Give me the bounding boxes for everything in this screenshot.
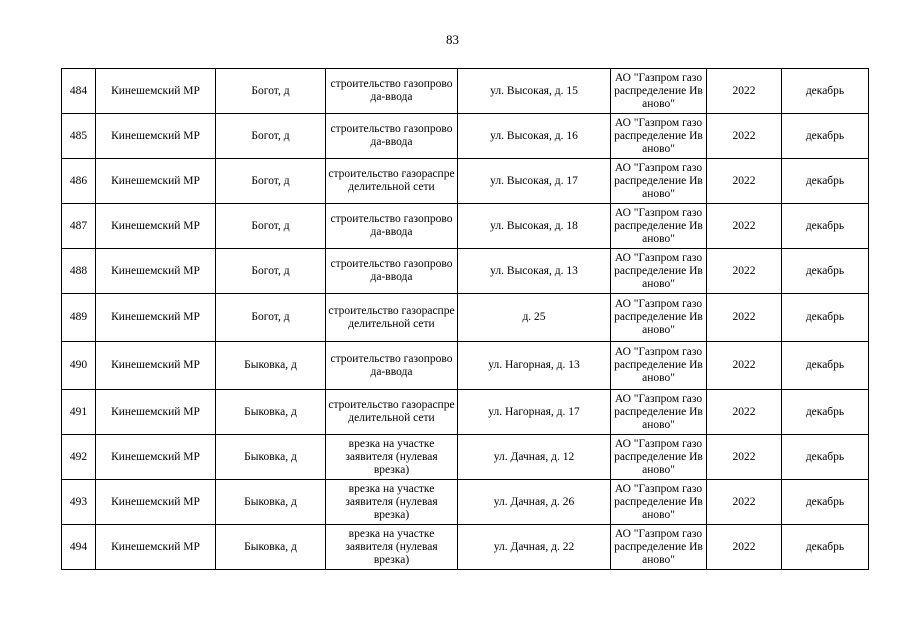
district-cell: Кинешемский МР <box>96 525 216 570</box>
page-number: 83 <box>446 32 459 47</box>
district-cell: Кинешемский МР <box>96 114 216 159</box>
month-cell: декабрь <box>782 204 869 249</box>
month-cell: декабрь <box>782 525 869 570</box>
address-cell: ул. Нагорная, д. 13 <box>458 342 611 390</box>
registry-table <box>61 68 869 570</box>
address-cell: ул. Высокая, д. 13 <box>458 249 611 294</box>
address-cell: д. 25 <box>458 294 611 342</box>
row-number: 490 <box>62 342 96 390</box>
work-type-cell: строительство газораспределительной сети <box>326 390 458 435</box>
table-row <box>62 480 869 525</box>
work-type-cell: врезка на участке заявителя (нулевая врезка) <box>326 435 458 480</box>
work-type-cell: врезка на участке заявителя (нулевая врезка) <box>326 480 458 525</box>
month-cell: декабрь <box>782 294 869 342</box>
month-cell: декабрь <box>782 159 869 204</box>
district-cell: Кинешемский МР <box>96 249 216 294</box>
work-type-cell: строительство газопровода-ввода <box>326 342 458 390</box>
table-row <box>62 69 869 114</box>
month-cell: декабрь <box>782 480 869 525</box>
address-cell: ул. Высокая, д. 15 <box>458 69 611 114</box>
month-cell: декабрь <box>782 342 869 390</box>
organization-cell: АО "Газпром газораспределение Иваново" <box>611 342 707 390</box>
address-cell: ул. Дачная, д. 12 <box>458 435 611 480</box>
month-cell: декабрь <box>782 69 869 114</box>
year-cell: 2022 <box>707 480 782 525</box>
month-cell: декабрь <box>782 114 869 159</box>
locality-cell: Быковка, д <box>216 342 326 390</box>
year-cell: 2022 <box>707 342 782 390</box>
table-row <box>62 525 869 570</box>
district-cell: Кинешемский МР <box>96 159 216 204</box>
address-cell: ул. Дачная, д. 26 <box>458 480 611 525</box>
locality-cell: Богот, д <box>216 294 326 342</box>
year-cell: 2022 <box>707 159 782 204</box>
organization-cell: АО "Газпром газораспределение Иваново" <box>611 69 707 114</box>
row-number: 493 <box>62 480 96 525</box>
address-cell: ул. Дачная, д. 22 <box>458 525 611 570</box>
table-row <box>62 435 869 480</box>
address-cell: ул. Высокая, д. 17 <box>458 159 611 204</box>
organization-cell: АО "Газпром газораспределение Иваново" <box>611 435 707 480</box>
organization-cell: АО "Газпром газораспределение Иваново" <box>611 294 707 342</box>
locality-cell: Богот, д <box>216 204 326 249</box>
year-cell: 2022 <box>707 204 782 249</box>
locality-cell: Быковка, д <box>216 480 326 525</box>
organization-cell: АО "Газпром газораспределение Иваново" <box>611 249 707 294</box>
address-cell: ул. Нагорная, д. 17 <box>458 390 611 435</box>
organization-cell: АО "Газпром газораспределение Иваново" <box>611 114 707 159</box>
month-cell: декабрь <box>782 249 869 294</box>
locality-cell: Богот, д <box>216 249 326 294</box>
district-cell: Кинешемский МР <box>96 435 216 480</box>
year-cell: 2022 <box>707 249 782 294</box>
district-cell: Кинешемский МР <box>96 204 216 249</box>
district-cell: Кинешемский МР <box>96 390 216 435</box>
organization-cell: АО "Газпром газораспределение Иваново" <box>611 390 707 435</box>
organization-cell: АО "Газпром газораспределение Иваново" <box>611 159 707 204</box>
month-cell: декабрь <box>782 390 869 435</box>
row-number: 491 <box>62 390 96 435</box>
work-type-cell: строительство газопровода-ввода <box>326 249 458 294</box>
work-type-cell: строительство газопровода-ввода <box>326 204 458 249</box>
year-cell: 2022 <box>707 114 782 159</box>
year-cell: 2022 <box>707 294 782 342</box>
locality-cell: Богот, д <box>216 159 326 204</box>
row-number: 484 <box>62 69 96 114</box>
district-cell: Кинешемский МР <box>96 294 216 342</box>
year-cell: 2022 <box>707 435 782 480</box>
month-cell: декабрь <box>782 435 869 480</box>
row-number: 485 <box>62 114 96 159</box>
row-number: 487 <box>62 204 96 249</box>
table-row <box>62 114 869 159</box>
work-type-cell: строительство газопровода-ввода <box>326 69 458 114</box>
table-row <box>62 342 869 390</box>
work-type-cell: строительство газораспределительной сети <box>326 294 458 342</box>
row-number: 492 <box>62 435 96 480</box>
locality-cell: Быковка, д <box>216 435 326 480</box>
organization-cell: АО "Газпром газораспределение Иваново" <box>611 480 707 525</box>
year-cell: 2022 <box>707 69 782 114</box>
row-number: 488 <box>62 249 96 294</box>
year-cell: 2022 <box>707 525 782 570</box>
organization-cell: АО "Газпром газораспределение Иваново" <box>611 525 707 570</box>
locality-cell: Быковка, д <box>216 390 326 435</box>
table-row <box>62 294 869 342</box>
locality-cell: Быковка, д <box>216 525 326 570</box>
district-cell: Кинешемский МР <box>96 480 216 525</box>
organization-cell: АО "Газпром газораспределение Иваново" <box>611 204 707 249</box>
year-cell: 2022 <box>707 390 782 435</box>
work-type-cell: строительство газораспределительной сети <box>326 159 458 204</box>
district-cell: Кинешемский МР <box>96 69 216 114</box>
work-type-cell: строительство газопровода-ввода <box>326 114 458 159</box>
address-cell: ул. Высокая, д. 18 <box>458 204 611 249</box>
row-number: 486 <box>62 159 96 204</box>
address-cell: ул. Высокая, д. 16 <box>458 114 611 159</box>
locality-cell: Богот, д <box>216 114 326 159</box>
district-cell: Кинешемский МР <box>96 342 216 390</box>
row-number: 494 <box>62 525 96 570</box>
table-row <box>62 249 869 294</box>
table-row <box>62 159 869 204</box>
table-row <box>62 204 869 249</box>
work-type-cell: врезка на участке заявителя (нулевая врезка) <box>326 525 458 570</box>
row-number: 489 <box>62 294 96 342</box>
table-row <box>62 390 869 435</box>
locality-cell: Богот, д <box>216 69 326 114</box>
